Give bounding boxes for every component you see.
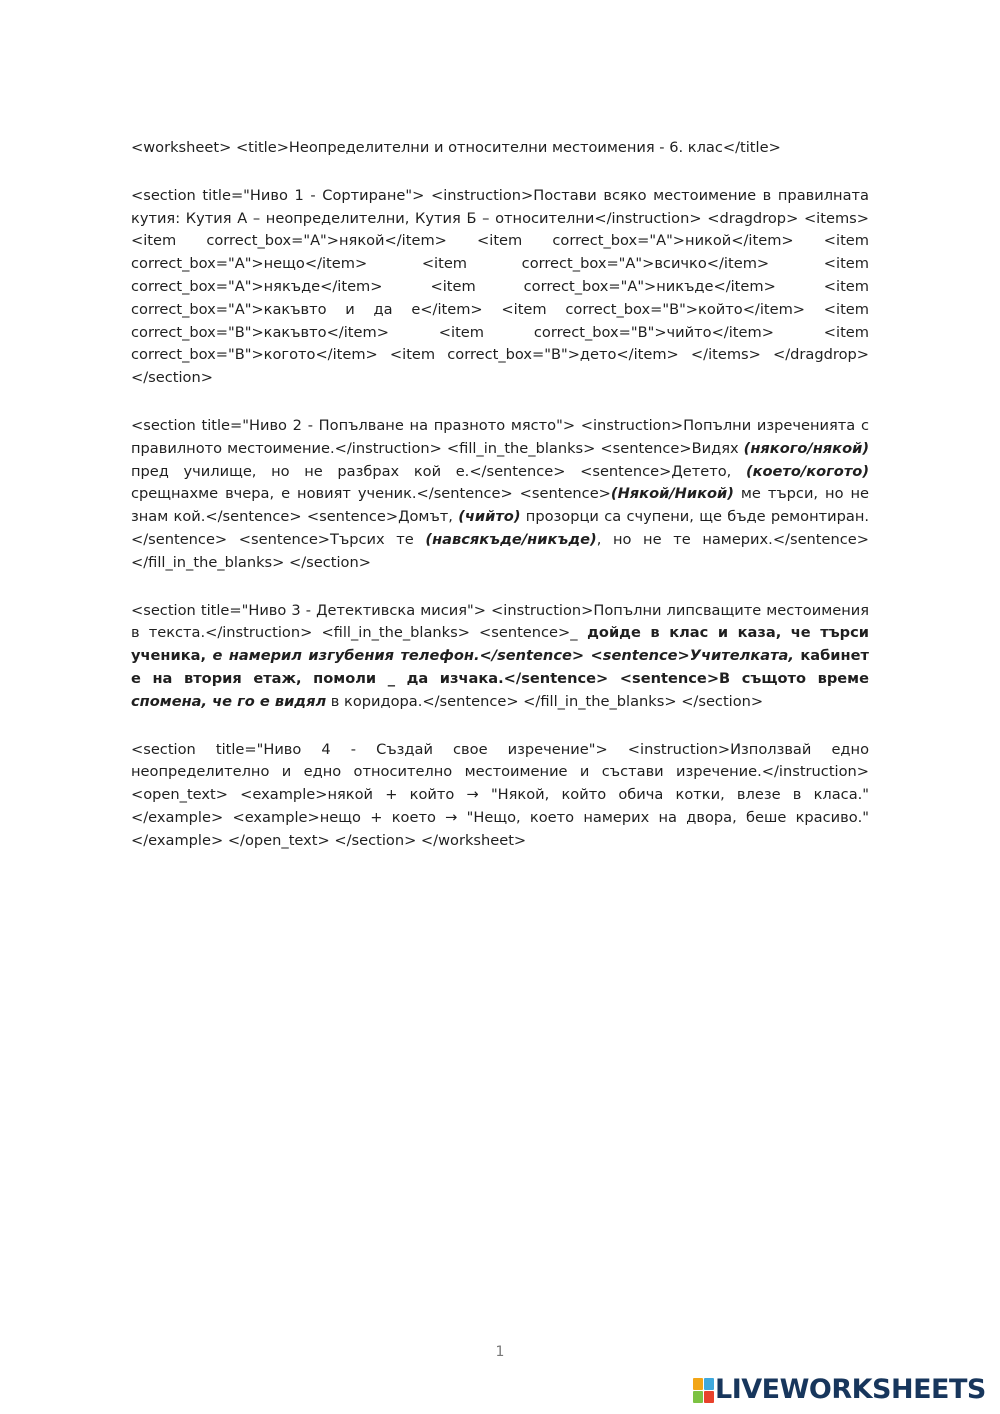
liveworksheets-brand [693, 1374, 993, 1406]
logo-square [704, 1378, 714, 1390]
text-segment: прозорци са счупени, ще бъде ремонтиран.</sentence> <sentence>Търсих те [131, 508, 869, 548]
text-segment: <section title="Ниво 3 - Детективска мисия"> <instruction>Попълни липсващите местоимения в текста.</instruction> <fill_in_the_blanks> <sentence>_ [131, 601, 869, 642]
section-level-1-paragraph: <section title="Ниво 1 - Сортиране"> <instruction>Постави всяко местоимение в правилната кутия: Кутия А – неопределителни, Кутия Б – относителни</instruction> <dragdrop> <items> <item correct_box="A">някой</item> <item correct_box="A">никой</item> <item correct_box="A">нещо</item> <item correct_box="A">всичко</item> <item correct_box="A">някъде</item> <item correct_box="A">никъде</item> <item correct_box="A">какъвто и да е</item> <item correct_box="B">който</item> <item correct_box="B">какъвто</item> <item correct_box="B">чийто</item> <item correct_box="B">когото</item> <item correct_box="B">дето</item> </items> </dragdrop> </section> [131, 186, 869, 387]
choice-option: (навсякъде/никъде) [425, 530, 597, 548]
worksheet-title-paragraph: <worksheet> <title>Неопределителни и относителни местоимения - 6. клас</title> [131, 139, 781, 156]
text-segment: <section title="Ниво 2 - Попълване на празното място"> <instruction>Попълни изреченията с правилното местоимение.</instruction> <fill_in_the_blanks> <sentence>Видях [131, 416, 869, 457]
section-level-4-paragraph: <section title="Ниво 4 - Създай свое изречение"> <instruction>Използвай едно неопределително и едно относително местоимение и състави изречение.</instruction> <open_text> <example>някой + който → "Някой, който обича котки, влезе в класа."</example> <example>нещо + което → "Нещо, което намерих на двора, беше красиво."</example> </open_text> </section> </worksheet> [131, 740, 869, 849]
page-number: 1 [495, 1344, 505, 1360]
choice-option: (което/когото) [745, 462, 869, 480]
logo-square [693, 1391, 703, 1403]
logo-square [704, 1391, 714, 1403]
bold-italic-text-segment: спомена, че го е видял [131, 692, 327, 710]
text-segment: срещнахме вчера, е новият ученик.</sentence> <sentence> [131, 485, 611, 503]
text-segment: в коридора.</sentence> </fill_in_the_blanks> </section> [326, 692, 764, 710]
bold-italic-text-segment: е намерил изгубения телефон.</sentence> <sentence>Учителката, [206, 647, 794, 665]
section-level-3-paragraph [131, 600, 869, 714]
bold-text-segment: дойде в клас и каза, че търси ученика, [131, 624, 869, 665]
brand-name: LIVEWORKSHEETS [715, 1374, 986, 1405]
text-segment: пред училище, но не разбрах кой е.</sentence> <sentence>Детето, [131, 462, 746, 480]
section-level-2-paragraph [131, 415, 869, 575]
choice-option: (Някой/Никой) [610, 485, 734, 503]
worksheet-document [131, 137, 869, 878]
bold-text-segment: кабинет е на втория етаж, помоли _ да изчака.</sentence> <sentence>В същото време [131, 647, 869, 687]
text-segment: , но не те намерих.</sentence> </fill_in_the_blanks> </section> [131, 530, 869, 571]
text-segment: ме търси, но не знам кой.</sentence> <sentence>Домът, [131, 485, 869, 526]
logo-square [693, 1378, 703, 1390]
liveworksheets-logo-icon [693, 1378, 713, 1402]
choice-option: (чийто) [458, 508, 521, 526]
choice-option: (някого/някой) [743, 439, 869, 457]
